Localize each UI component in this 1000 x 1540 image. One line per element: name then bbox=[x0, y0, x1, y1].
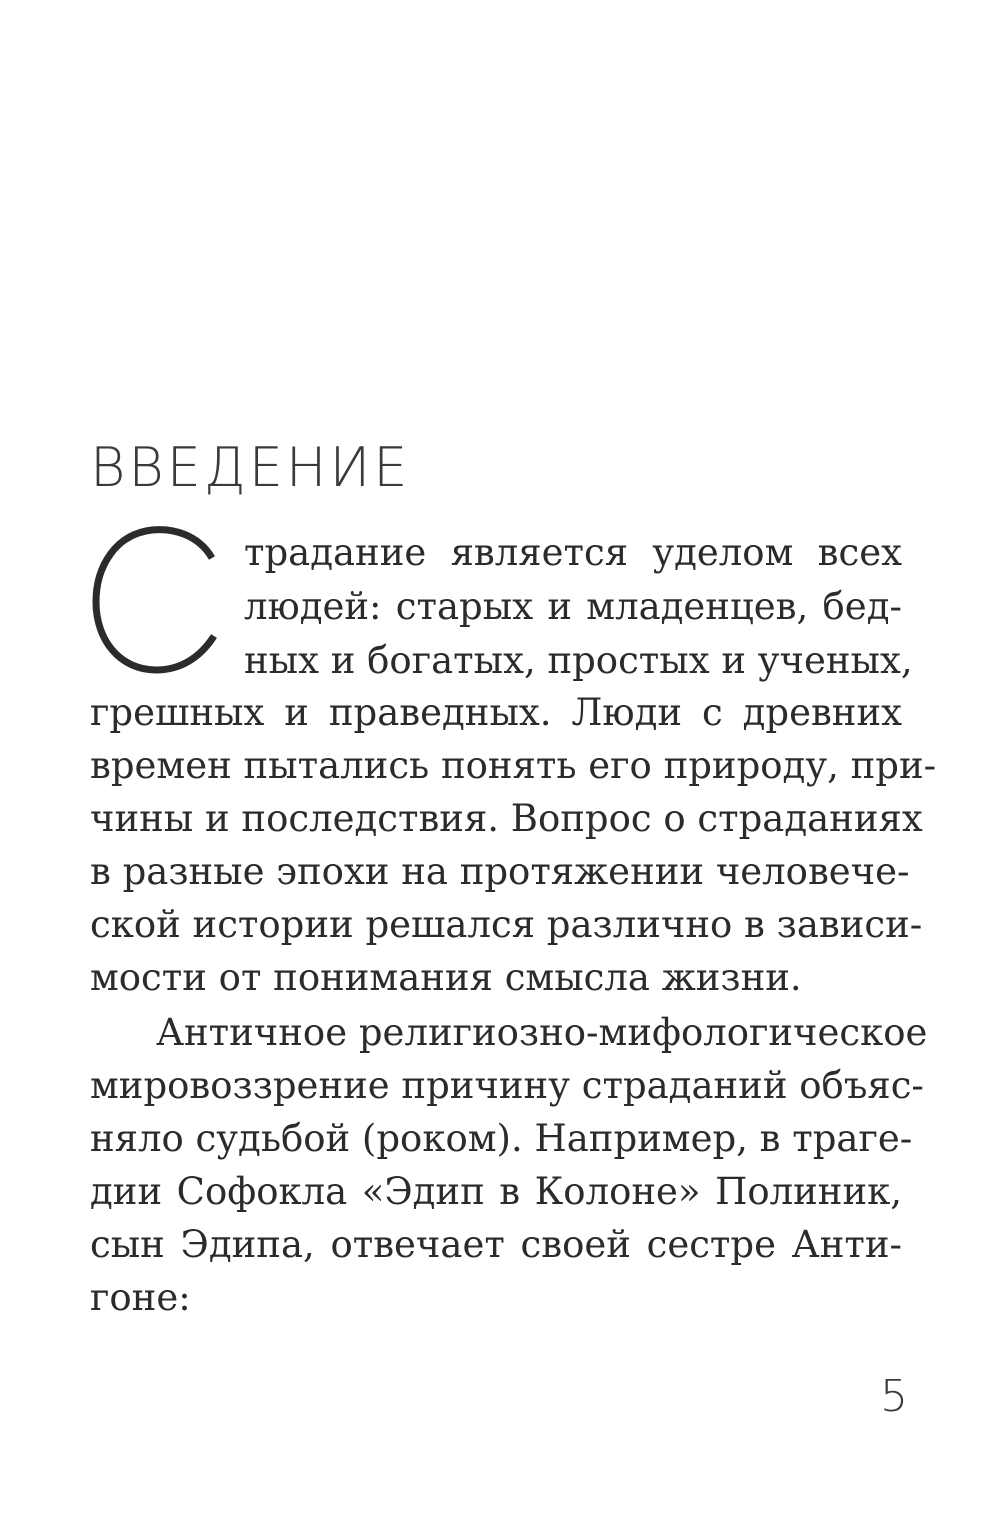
text-line: мировоззрение причину страданий объяс- bbox=[90, 1064, 924, 1107]
text-line: гоне: bbox=[90, 1276, 191, 1319]
text-line: дии Софокла «Эдип в Колоне» Полиник, bbox=[90, 1170, 902, 1213]
text-line: ской истории решался различно в зависи- bbox=[90, 903, 923, 946]
text-line: сын Эдипа, отвечает своей сестре Анти- bbox=[90, 1223, 902, 1266]
page-number: 5 bbox=[880, 1371, 908, 1422]
text-line: ных и богатых, простых и ученых, bbox=[244, 639, 913, 682]
text-line: грешных и праведных. Люди с древних bbox=[90, 691, 902, 734]
text-line: традание является уделом всех bbox=[244, 531, 902, 574]
chapter-heading: ВВЕДЕНИЕ bbox=[90, 436, 411, 499]
text-line: людей: старых и младенцев, бед- bbox=[244, 585, 902, 628]
text-line: няло судьбой (роком). Например, в траге- bbox=[90, 1117, 913, 1160]
text-line: в разные эпохи на протяжении человече- bbox=[90, 850, 910, 893]
drop-cap-letter bbox=[80, 520, 230, 680]
text-line: времен пытались понять его природу, при- bbox=[90, 744, 937, 787]
text-line: Античное религиозно-мифологическое bbox=[156, 1011, 928, 1054]
text-line: чины и последствия. Вопрос о страданиях bbox=[90, 797, 923, 840]
text-line: мости от понимания смысла жизни. bbox=[90, 956, 802, 999]
